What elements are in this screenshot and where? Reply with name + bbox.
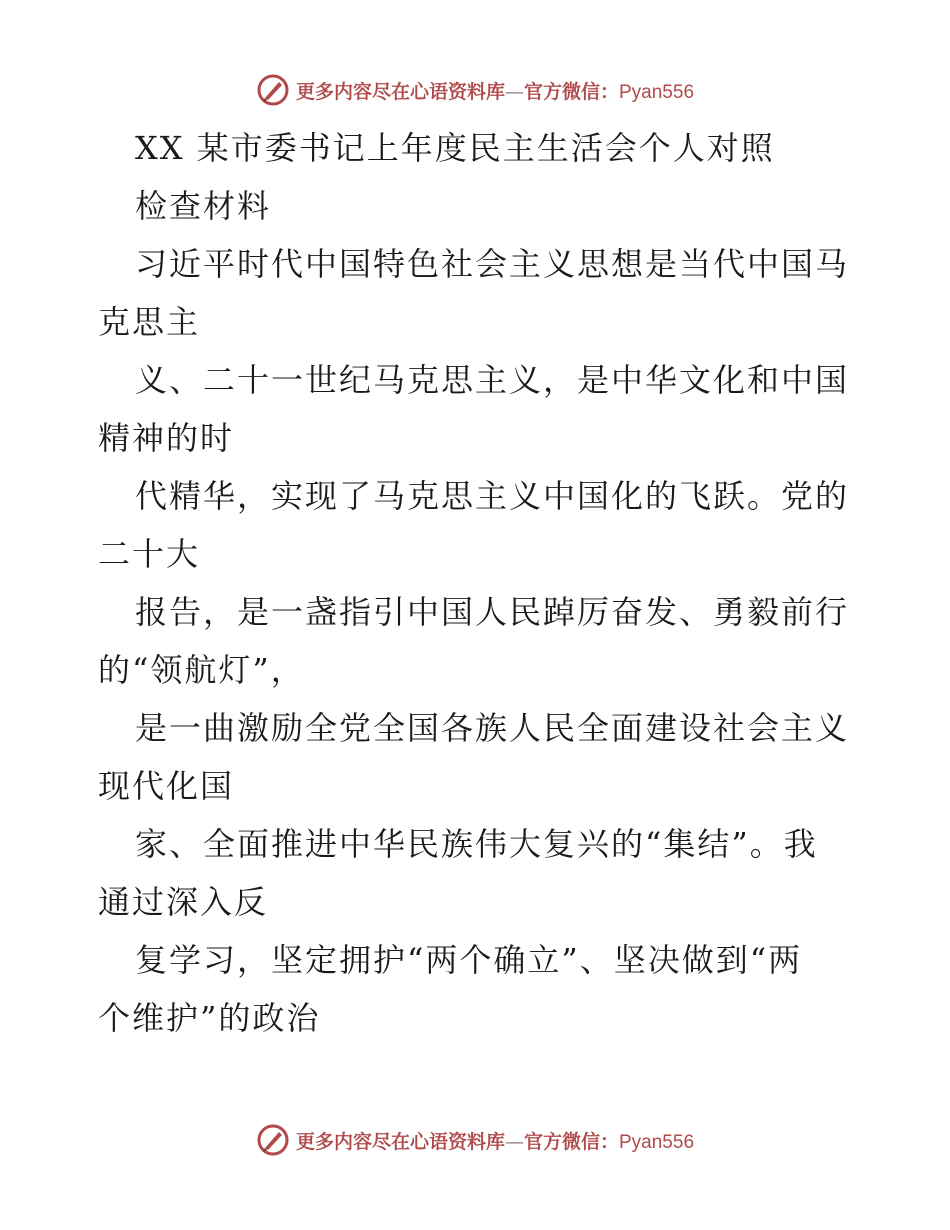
paragraph-line: 的“领航灯”，: [98, 651, 305, 689]
paragraph-line: 通过深入反: [98, 883, 269, 921]
title-line-2: 检查材料: [135, 187, 272, 225]
banner-text: [296, 77, 694, 104]
paragraph-line: 习近平时代中国特色社会主义思想是当代中国马: [135, 245, 850, 283]
paragraph-line: 克思主: [98, 303, 201, 341]
banner-title: 更多内容尽在心语资料库: [295, 80, 505, 103]
paragraph-line: 复学习，坚定拥护“两个确立”、坚决做到“两: [135, 941, 803, 979]
footer-banner: [0, 1120, 950, 1160]
banner-wechat-id: Pyan556: [619, 81, 695, 103]
banner-suffix-label: 官方微信：: [523, 80, 619, 103]
banner-suffix-label: 官方微信：: [523, 1130, 619, 1153]
paragraph-line: 代精华，实现了马克思主义中国化的飞跃。党的: [135, 477, 850, 515]
paragraph-line: 报告，是一盏指引中国人民踔厉奋发、勇毅前行: [135, 593, 850, 631]
banner-separator: —: [504, 80, 524, 103]
paragraph-line: 是一曲激励全党全国各族人民全面建设社会主义: [135, 709, 850, 747]
paragraph-line: 精神的时: [98, 419, 235, 457]
banner-wechat-id: Pyan556: [619, 1131, 695, 1153]
pen-logo-icon: [256, 1123, 290, 1157]
pen-logo-icon: [256, 73, 290, 107]
paragraph-line: 二十大: [98, 535, 201, 573]
paragraph-line: 义、二十一世纪马克思主义，是中华文化和中国: [135, 361, 850, 399]
paragraph-line: 家、全面推进中华民族伟大复兴的“集结”。我: [135, 825, 818, 863]
paragraph-line: 个维护”的政治: [98, 999, 321, 1037]
banner-title: 更多内容尽在心语资料库: [295, 1130, 505, 1153]
header-banner: [0, 70, 950, 110]
banner-separator: —: [504, 1130, 524, 1153]
title-line: XX 某市委书记上年度民主生活会个人对照: [135, 129, 775, 167]
banner-text: [296, 1127, 694, 1154]
paragraph-line: 现代化国: [98, 767, 235, 805]
